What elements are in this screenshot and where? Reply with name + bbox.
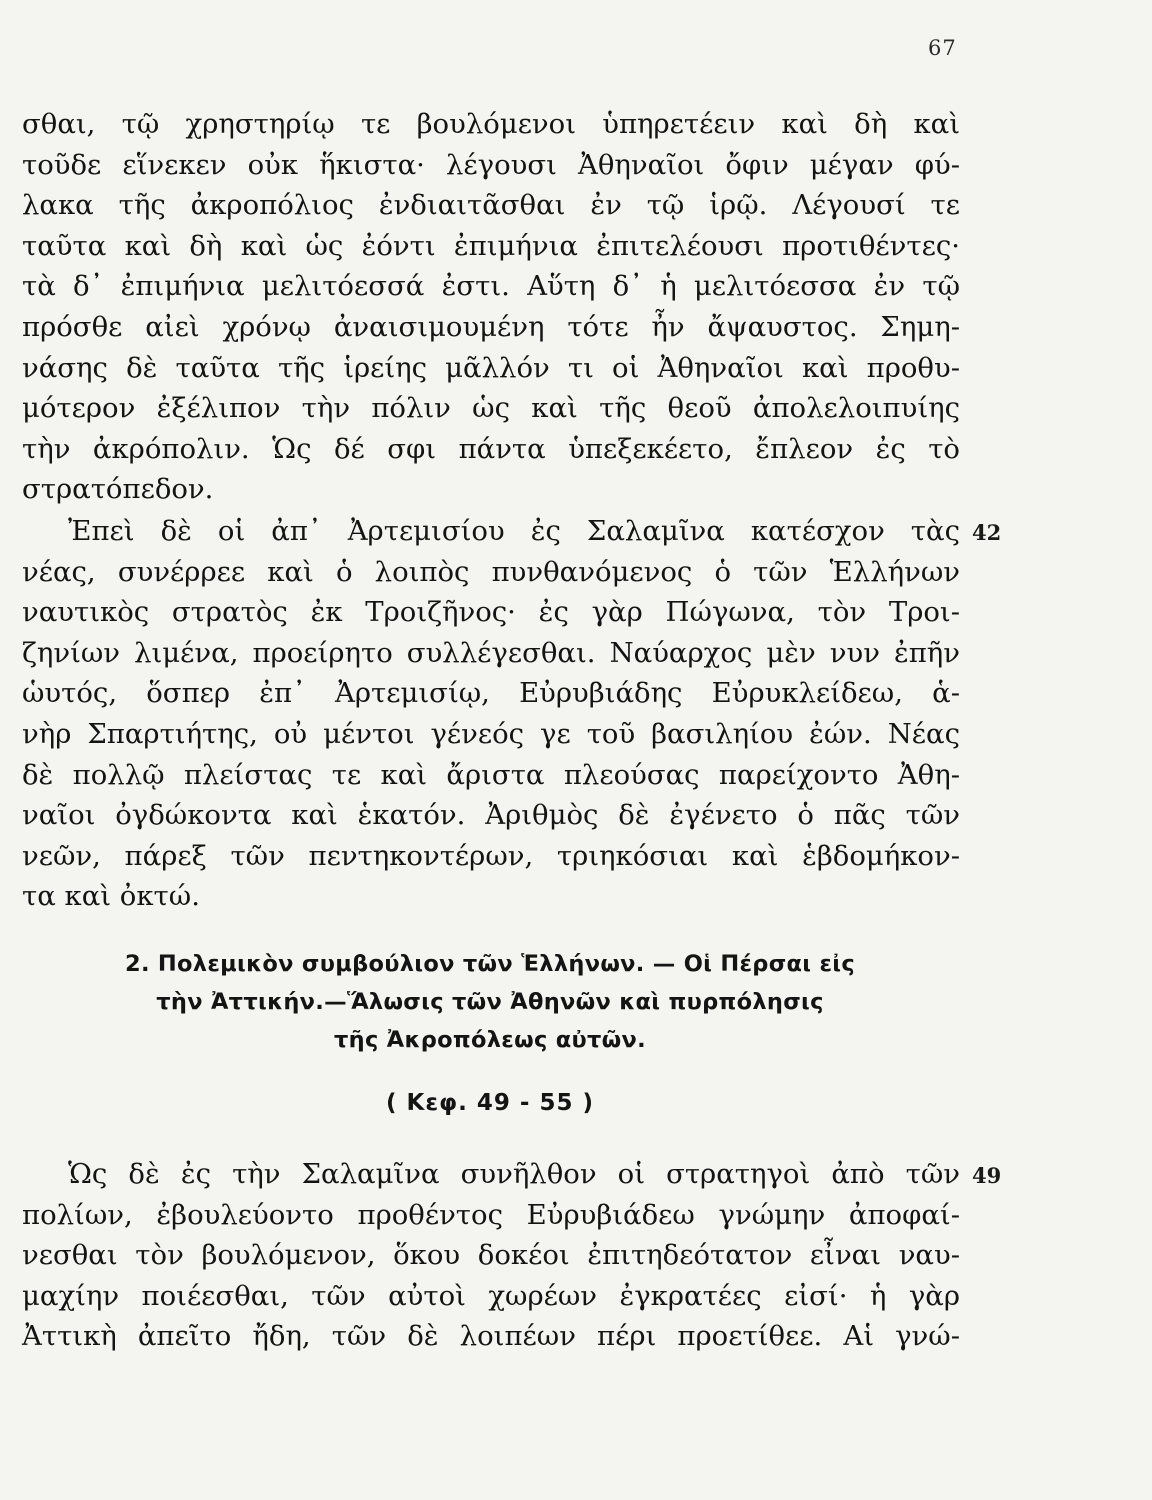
- chapter-reference: ( Κεφ. 49 - 55 ): [386, 1090, 594, 1116]
- text-line: μότερον ἐξέλιπον τὴν πόλιν ὡς καὶ τῆς θεοῦ ἀπολελοιπυίης: [22, 392, 960, 425]
- section-heading: [60, 945, 920, 1059]
- paragraph-3: [22, 1154, 960, 1357]
- text-line: Ἀττικὴ ἀπεῖτο ἤδη, τῶν δὲ λοιπέων πέρι προετίθεε. Αἱ γνώ-: [22, 1320, 960, 1353]
- text-line: Ὡς δὲ ἐς τὴν Σαλαμῖνα συνῆλθον οἱ στρατηγοὶ ἀπὸ τῶν: [68, 1158, 960, 1190]
- heading-line: 2. Πολεμικὸν συμβούλιον τῶν Ἑλλήνων. — Οἱ Πέρσαι εἰς: [124, 951, 856, 977]
- text-line: νέας, συνέρρεε καὶ ὁ λοιπὸς πυνθανόμενος ὁ τῶν Ἑλλήνων: [22, 555, 960, 588]
- text-line: στρατόπεδον.: [22, 473, 214, 506]
- text-line: Ἐπεὶ δὲ οἱ ἀπ᾽ Ἀρτεμισίου ἐς Σαλαμῖνα κατέσχον τὰς: [68, 515, 960, 547]
- text-line: νεσθαι τὸν βουλόμενον, ὅκου δοκέοι ἐπιτηδεότατον εἶναι ναυ-: [22, 1239, 960, 1272]
- text-line: ναῖοι ὀγδώκοντα καὶ ἑκατόν. Ἀριθμὸς δὲ ἐγένετο ὁ πᾶς τῶν: [22, 799, 960, 832]
- text-line: μαχίην ποιέεσθαι, τῶν αὐτοὶ χωρέων ἐγκρατέες εἰσί· ἡ γὰρ: [22, 1279, 960, 1312]
- paragraph-2: [22, 511, 960, 917]
- text-line: τὰ δ᾽ ἐπιμήνια μελιτόεσσά ἐστι. Αὕτη δ᾽ ἡ μελιτόεσσα ἐν τῷ: [22, 270, 960, 303]
- text-line: ταῦτα καὶ δὴ καὶ ὡς ἐόντι ἐπιμήνια ἐπιτελέουσι προτιθέντες·: [22, 229, 960, 262]
- text-line: ναυτικὸς στρατὸς ἐκ Τροιζῆνος· ἐς γὰρ Πώγωνα, τὸν Τροι-: [22, 596, 960, 629]
- text-line: πρόσθε αἰεὶ χρόνῳ ἀναισιμουμένη τότε ἦν ἄψαυστος. Σημη-: [22, 310, 960, 343]
- page-number: 67: [928, 36, 957, 60]
- text-line: λακα τῆς ἀκροπόλιος ἐνδιαιτᾶσθαι ἐν τῷ ἱρῷ. Λέγουσί τε: [22, 189, 960, 222]
- text-line: σθαι, τῷ χρηστηρίῳ τε βουλόμενοι ὑπηρετέειν καὶ δὴ καὶ: [22, 108, 960, 140]
- heading-line: τὴν Ἀττικήν.—Ἅλωσις τῶν Ἀθηνῶν καὶ πυρπόλησις: [156, 989, 824, 1015]
- text-line: νὴρ Σπαρτιήτης, οὐ μέντοι γένεός γε τοῦ βασιληίου ἐών. Νέας: [22, 717, 960, 750]
- margin-section-number: 49: [972, 1163, 1002, 1188]
- text-line: δὲ πολλῷ πλείστας τε καὶ ἄριστα πλεούσας παρείχοντο Ἀθη-: [22, 758, 960, 791]
- text-line: τα καὶ ὀκτώ.: [22, 880, 200, 913]
- text-line: ὡυτός, ὅσπερ ἐπ᾽ Ἀρτεμισίῳ, Εὐρυβιάδης Εὐρυκλείδεω, ἁ-: [22, 677, 960, 710]
- text-line: ζηνίων λιμένα, προείρητο συλλέγεσθαι. Ναύαρχος μὲν νυν ἐπῆν: [22, 636, 960, 669]
- text-line: νάσης δὲ ταῦτα τῆς ἱρείης μᾶλλόν τι οἱ Ἀθηναῖοι καὶ προθυ-: [22, 351, 960, 384]
- text-line: πολίων, ἐβουλεύοντο προθέντος Εὐρυβιάδεω γνώμην ἀποφαί-: [22, 1198, 960, 1231]
- text-line: τὴν ἀκρόπολιν. Ὡς δέ σφι πάντα ὑπεξεκέετο, ἔπλεον ἐς τὸ: [22, 432, 960, 465]
- paragraph-1: [22, 104, 960, 510]
- text-line: νεῶν, πάρεξ τῶν πεντηκοντέρων, τριηκόσιαι καὶ ἑβδομήκον-: [22, 839, 960, 872]
- text-line: τοῦδε εἵνεκεν οὐκ ἥκιστα· λέγουσι Ἀθηναῖοι ὄφιν μέγαν φύ-: [22, 148, 960, 181]
- margin-section-number: 42: [972, 520, 1002, 545]
- heading-line: τῆς Ἀκροπόλεως αὐτῶν.: [334, 1027, 646, 1053]
